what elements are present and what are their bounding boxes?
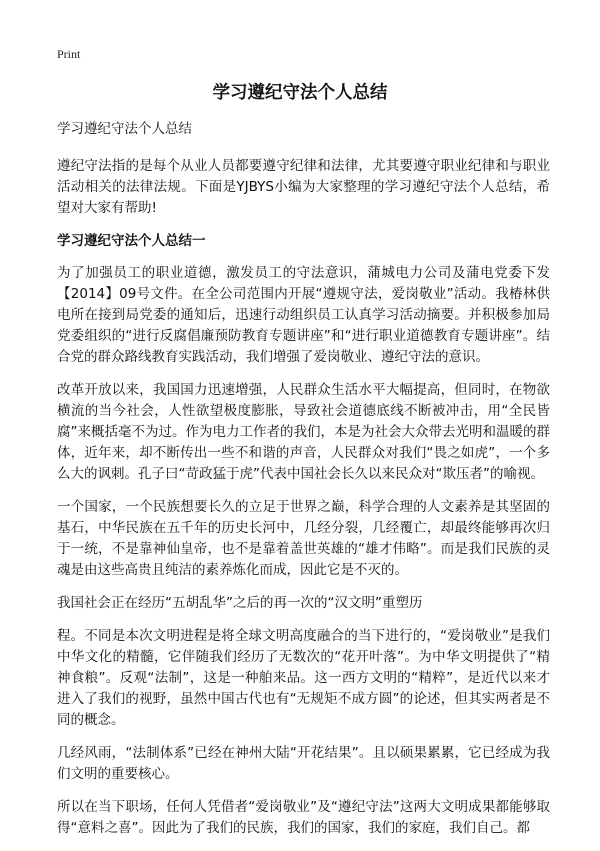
section-heading: 学习遵纪守法个人总结一: [57, 233, 206, 249]
page-title: 学习遵纪守法个人总结: [212, 83, 388, 103]
body-paragraph: 为了加强员工的职业道德，激发员工的守法意识，蒲城电力公司及蒲电党委下发【2014】09号文件。在全公司范围内开展“遵规守法，爱岗敬业”活动。我椿林供电所在接到局党委的通知后，迅速行动组织员工认真学习活动摘要。并积极参加局党委组织的“进行反腐倡廉预防教育专题讲座”和“进行职业道德教育专题讲座”。结合党的群众路线教育实践活动，我们增强了爱岗敬业、遵纪守法的意识。: [57, 265, 550, 365]
body-paragraph: 程。不同是本次文明进程是将全球文明高度融合的当下进行的，“爱岗敬业”是我们中华文化的精髓，它伴随我们经历了无数次的“花开叶落”。为中华文明提供了“精神食粮”。反观“法制”，这是一种舶来品。这一西方文明的“精粹”，是近代以来才进入了我们的视野，虽然中国古代也有“无规矩不成方圆”的论述，但其实两者是不同的概念。: [57, 628, 550, 728]
body-paragraph: 几经风雨，“法制体系”已经在神州大陆“开花结果”。且以硕果累累，它已经成为我们文明的重要核心。: [57, 745, 550, 782]
body-paragraph: 所以在当下职场，任何人凭借者“爱岗敬业”及“遵纪守法”这两大文明成果都能够取得“意料之喜”。因此为了我们的民族，我们的国家，我们的家庭，我们自己。都: [57, 799, 550, 836]
article-subtitle: 学习遵纪守法个人总结: [57, 121, 192, 137]
intro-paragraph: 遵纪守法指的是每个从业人员都要遵守纪律和法律，尤其要遵守职业纪律和与职业活动相关的法律法规。下面是YJBYS小编为大家整理的学习遵纪守法个人总结，希望对大家有帮助!: [57, 158, 550, 216]
body-paragraph: 我国社会正在经历“五胡乱华”之后的再一次的“汉文明”重塑历: [57, 595, 423, 611]
body-paragraph: 改革开放以来，我国国力迅速增强，人民群众生活水平大幅提高，但同时，在物欲横流的当今社会，人性欲望极度膨胀，导致社会道德底线不断被冲击，用“全民皆腐”来概括毫不为过。作为电力工作者的我们，本是为社会大众带去光明和温暖的群体，近年来，却不断传出一些不和谐的声音，人民群众对我们“畏之如虎”，一个多么大的讽刺。孔子曰“苛政猛于虎”代表中国社会长久以来民众对“欺压者”的喻视。: [57, 382, 550, 482]
body-paragraph: 一个国家，一个民族想要长久的立足于世界之巅，科学合理的人文素养是其坚固的基石，中华民族在五千年的历史长河中，几经分裂，几经覆亡，却最终能够再次归于一统，不是靠神仙皇帝，也不是靠着盖世英雄的“雄才伟略”。而是我们民族的灵魂是由这些高贵且纯洁的素养炼化而成，因此它是不灭的。: [57, 499, 550, 578]
print-link[interactable]: Print: [57, 47, 81, 61]
article-body: [57, 119, 550, 851]
